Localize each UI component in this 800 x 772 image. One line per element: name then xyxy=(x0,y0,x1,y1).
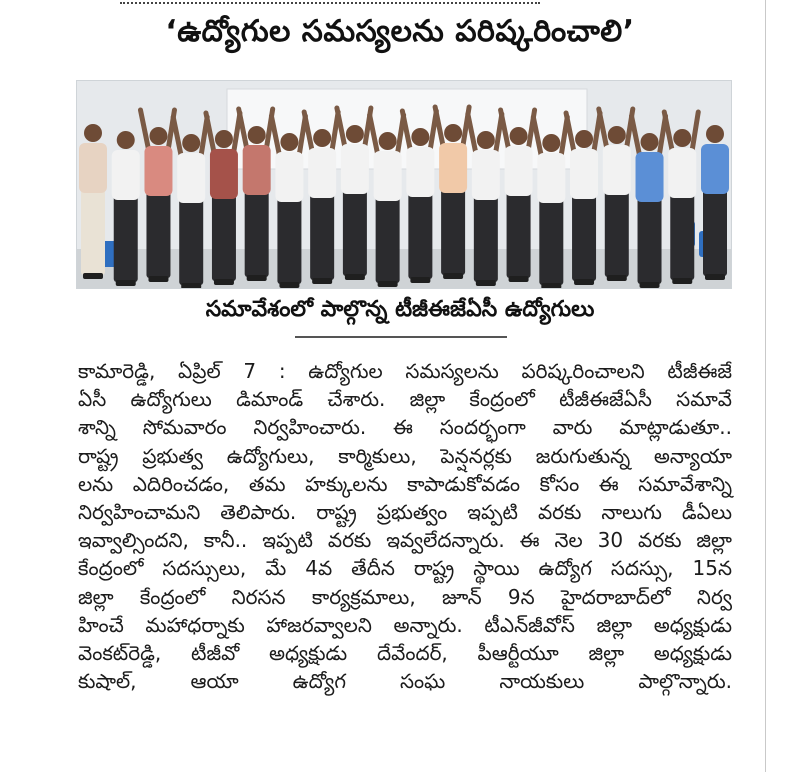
article-line: హించే మహాధర్నాకు హాజరవ్వాలని అన్నారు. టీఎన్‌జీవోస్ జిల్లా అధ్యక్షుడు xyxy=(78,612,732,637)
photo-shoes xyxy=(148,276,168,282)
photo-shoes xyxy=(574,279,594,285)
photo-head xyxy=(379,132,397,150)
photo-trousers xyxy=(277,196,301,284)
photo-shirt xyxy=(570,149,598,199)
photo-shirt xyxy=(374,151,402,201)
photo-head xyxy=(444,124,462,142)
photo-shoes xyxy=(640,282,660,288)
photo-trousers xyxy=(539,197,563,285)
caption-underline xyxy=(295,336,507,338)
photo-shoes xyxy=(181,283,201,288)
group-photo-illustration xyxy=(77,81,731,288)
article-line: జిల్లా కేంద్రంలో నిరసన కార్యక్రమాలు, జూన్ 9న హైదరాబాద్‌లో నిర్వ xyxy=(78,584,732,609)
photo-head xyxy=(346,125,364,143)
article-line: కుషాల్, ఆయా ఉద్యోగ సంఘ నాయకులు పాల్గొన్నారు. xyxy=(78,669,732,694)
photo-head xyxy=(411,128,429,146)
article-line: శాన్ని సోమవారం నిర్వహించారు. ఈ సందర్భంగా వారు మాట్లాడుతూ.. xyxy=(78,415,732,440)
photo-shirt xyxy=(472,150,500,200)
article-line: రాష్ట్ర ప్రభుత్వ ఉద్యోగులు, కార్మికులు, పెన్షనర్లకు జరుగుతున్న అన్యాయా xyxy=(78,443,732,468)
photo-trousers xyxy=(605,189,629,277)
photo-head xyxy=(215,130,233,148)
photo-shirt xyxy=(308,148,336,198)
photo-shirt xyxy=(406,147,434,197)
photo-shirt xyxy=(79,143,107,193)
column-divider xyxy=(765,0,766,772)
photo-shoes xyxy=(607,275,627,281)
photo-shirt xyxy=(177,153,205,203)
photo-head xyxy=(248,126,266,144)
photo-caption: సమావేశంలో పాల్గొన్న టీజీఈజేఏసీ ఉద్యోగులు xyxy=(205,297,595,322)
article-line: నిర్వహించామని తెలిపారు. రాష్ట్ర ప్రభుత్వం ఇప్పటి వరకు నాలుగు డీఏలు xyxy=(78,499,732,524)
article-line: వెంకట్‌రెడ్డి, టీజీవో అధ్యక్షుడు దేవేందర్, పీఆర్టీయూ జిల్లా అధ్యక్షుడు xyxy=(78,640,732,665)
photo-trousers xyxy=(81,187,105,275)
photo-trousers xyxy=(572,193,596,281)
photo-trousers xyxy=(638,196,662,284)
photo-shirt xyxy=(505,146,533,196)
photo-head xyxy=(280,133,298,151)
photo-head xyxy=(575,130,593,148)
photo-head xyxy=(706,125,724,143)
previous-article-fragment xyxy=(0,0,800,8)
photo-shirt xyxy=(243,145,271,195)
photo-shirt xyxy=(144,146,172,196)
photo-floor xyxy=(77,249,731,288)
photo-shirt xyxy=(439,143,467,193)
photo-trousers xyxy=(670,192,694,280)
article-line: ఇవ్వాల్సిందని, కానీ.. ఇప్పటి వరకు ఇవ్వలేదన్నారు. ఈ నెల 30 వరకు జిల్లా xyxy=(78,528,732,553)
photo-shoes xyxy=(509,276,529,282)
photo-trousers xyxy=(212,193,236,281)
photo-trousers xyxy=(310,192,334,280)
photo-shoes xyxy=(83,273,103,279)
photo-head xyxy=(673,129,691,147)
photo-shirt xyxy=(341,144,369,194)
photo-trousers xyxy=(703,188,727,276)
photo-shirt xyxy=(636,152,664,202)
photo-shoes xyxy=(443,273,463,279)
photo-trousers xyxy=(408,191,432,279)
article-line: లను ఎదిరించడం, తమ హక్కులను కాపాడుకోవడం కోసం ఈ సమావేశాన్ని xyxy=(78,471,732,496)
photo-trousers xyxy=(376,195,400,283)
photo-head xyxy=(149,127,167,145)
photo-shoes xyxy=(312,278,332,284)
photo-head xyxy=(182,134,200,152)
news-photo xyxy=(76,80,732,289)
photo-shoes xyxy=(378,281,398,287)
photo-shoes xyxy=(116,280,136,286)
photo-shoes xyxy=(214,279,234,285)
photo-shirt xyxy=(668,148,696,198)
photo-shoes xyxy=(247,275,267,281)
photo-shoes xyxy=(279,282,299,288)
photo-head xyxy=(510,127,528,145)
article-headline: ‘ఉద్యోగుల సమస్యలను పరిష్కరించాలి’ xyxy=(165,14,635,49)
photo-trousers xyxy=(343,188,367,276)
photo-head xyxy=(477,131,495,149)
photo-shirt xyxy=(210,149,238,199)
photo-shoes xyxy=(672,278,692,284)
photo-shirt xyxy=(275,152,303,202)
photo-head xyxy=(117,131,135,149)
article-line: కామారెడ్డి, ఏప్రిల్ 7 : ఉద్యోగుల సమస్యలను పరిష్కరించాలని టీజీఈజే xyxy=(78,359,732,383)
photo-shirt xyxy=(537,153,565,203)
photo-shirt xyxy=(701,144,729,194)
photo-shirt xyxy=(112,150,140,200)
photo-shirt xyxy=(603,145,631,195)
article-line: కేంద్రంలో సదస్సులు, మే 4వ తేదీన రాష్ట్ర స్థాయి ఉద్యోగ సదస్సు, 15న xyxy=(78,556,732,581)
photo-shoes xyxy=(410,277,430,283)
photo-trousers xyxy=(507,190,531,278)
photo-shoes xyxy=(705,274,725,280)
photo-head xyxy=(84,124,102,142)
photo-trousers xyxy=(245,189,269,277)
photo-head xyxy=(542,134,560,152)
photo-trousers xyxy=(441,187,465,275)
photo-shoes xyxy=(476,280,496,286)
photo-head xyxy=(608,126,626,144)
photo-head xyxy=(641,133,659,151)
photo-head xyxy=(313,129,331,147)
photo-trousers xyxy=(114,194,138,282)
photo-trousers xyxy=(146,190,170,278)
photo-trousers xyxy=(179,197,203,285)
article-body xyxy=(78,357,732,695)
photo-trousers xyxy=(474,194,498,282)
photo-shoes xyxy=(345,274,365,280)
article-line: ఏసీ ఉద్యోగులు డిమాండ్ చేశారు. జిల్లా కేంద్రంలో టీజీఈజేఏసీ సమావే xyxy=(78,387,732,412)
photo-shoes xyxy=(541,283,561,288)
